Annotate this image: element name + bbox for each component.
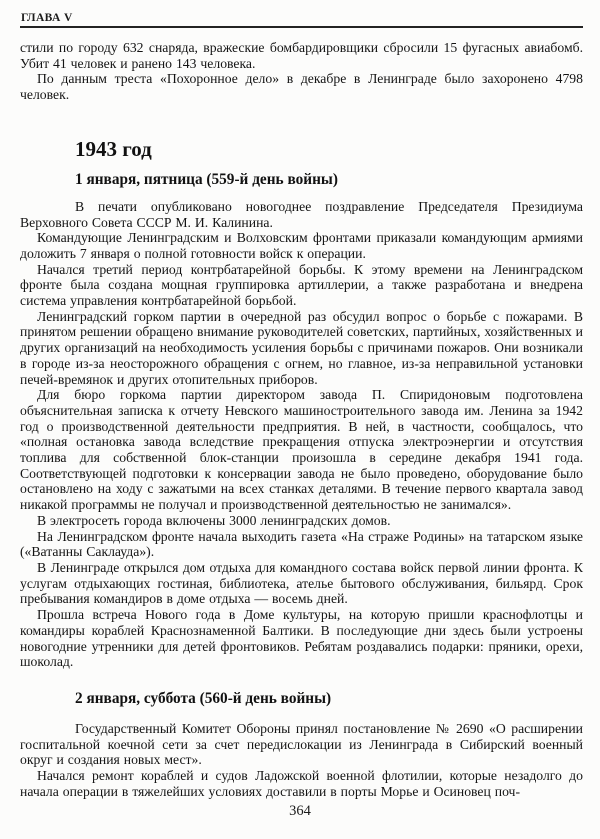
paragraph: На Ленинградском фронте начала выходить газета «На страже Родины» на татарском языке («Ватанны Саклауда»). [20, 528, 583, 560]
page-number: 364 [289, 803, 311, 819]
paragraph: Государственный Комитет Обороны принял постановление № 2690 «О расширении госпитальной коечной сети за счет передислокации из Ленинграда в Сибирский военный округ и создания новых мест». [20, 720, 583, 768]
paragraph: В электросеть города включены 3000 ленинградских домов. [37, 512, 391, 528]
intro-paragraph: По данным треста «Похоронное дело» в декабре в Ленинграде было захоронено 4798 человек. [20, 71, 583, 103]
paragraph: В печати опубликовано новогоднее поздравление Председателя Президиума Верховного Совета СССР М. И. Калинина. [20, 198, 583, 230]
paragraph: Командующие Ленинградским и Волховским фронтами приказали командующим армиями доложить 7 января о полной готовности войск к операции. [20, 230, 583, 261]
paragraph: Ленинградский горком партии в очередной раз обсудил вопрос о борьбе с пожарами. В принятом решении обращено внимание руководителей советских, партийных, хозяйственных и других организаций на необходимость усиления борьбы с причинами пожаров. Они возникали в городе из-за неосторожного обращения с огнем, но главное, из-за неправильной установки печей-времянок и других отопительных приборов. [20, 308, 583, 387]
paragraph: Для бюро горкома партии директором завода П. Спиридоновым подготовлена объяснительная записка к отчету Невского машиностроительного завода им. Ленина за 1942 год о производственной деятельности предприятия. В ней, в частности, сообщалось, что «полная остановка завода вследствие прекращения отпуска электроэнергии и отсутствия топлива для собственной блок-станции произошла в середине декабря 1941 года. Соответствующей подготовки к консервации завода не было проведено, оборудование было остановлено на ходу с зажатыми на всех станках деталями. В течение первого квартала завод никакой программы не получал и производственной деятельностью не занимался». [20, 387, 583, 513]
paragraph: В Ленинграде открылся дом отдыха для командного состава войск первой линии фронта. К услугам отдыхающих гостиная, библиотека, ателье бытового обслуживания, бильярд. Срок пребывания командиров в доме отдыха — восемь дней. [20, 559, 583, 607]
section-heading-jan1: 1 января, пятница (559-й день войны) [75, 170, 338, 188]
intro-paragraph-continuation: стили по городу 632 снаряда, вражеские бомбардировщики сбросили 15 фугасных авиабомб. Убит 41 человек и ранено 143 человека. [20, 40, 583, 71]
section-heading-jan2: 2 января, суббота (560-й день войны) [75, 689, 332, 707]
paragraph: Начался ремонт кораблей и судов Ладожской военной флотилии, которые незадолго до начала операции в тяжелейших условиях доставили в порты Морье и Осиновец поч- [20, 768, 583, 799]
header-rule [20, 26, 583, 28]
running-header: ГЛАВА V [21, 12, 73, 24]
paragraph: Начался третий период контрбатарейной борьбы. К этому времени на Ленинградском фронте была создана мощная группировка артиллерии, а также разработана и внедрена система управления контрбатарейной борьбой. [20, 261, 583, 309]
page-body [20, 40, 583, 799]
year-heading: 1943 год [75, 136, 152, 161]
paragraph: Прошла встреча Нового года в Доме культуры, на которую пришли краснофлотцы и командиры кораблей Краснознаменной Балтики. В последующие дни здесь были устроены новогодние утренники для детей фронтовиков. Ребятам роздавались подарки: пряники, орехи, шоколад. [20, 607, 583, 670]
